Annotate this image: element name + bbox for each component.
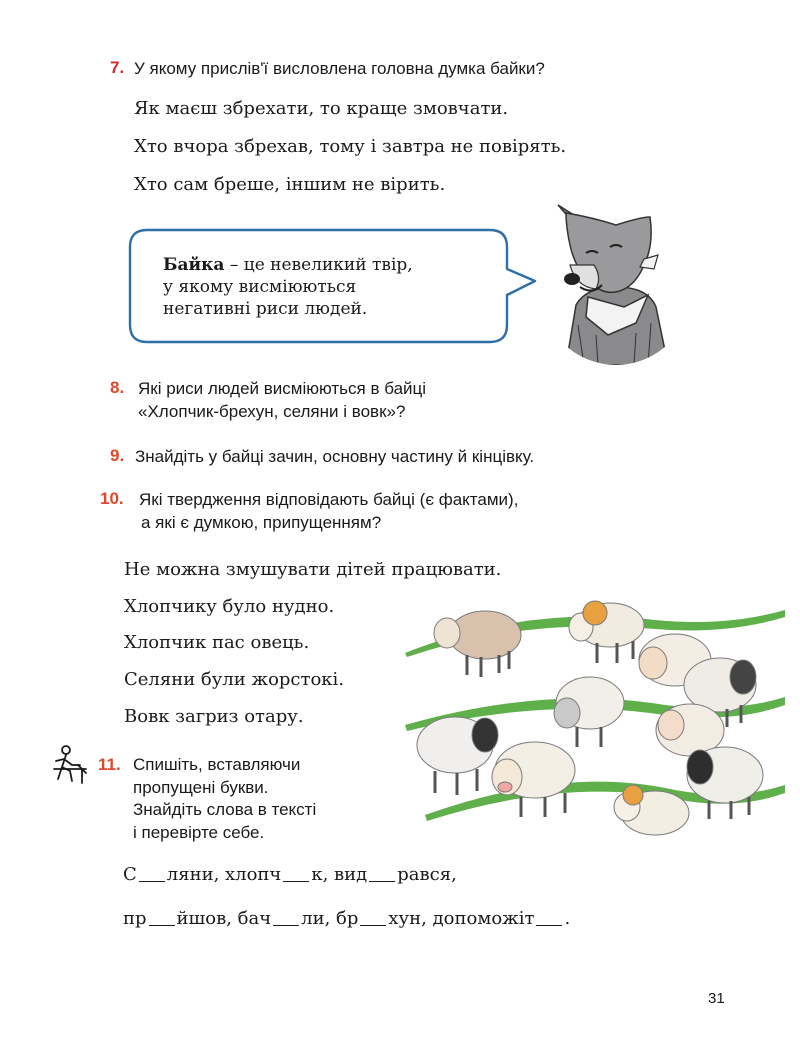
exercise-line-1 <box>123 864 457 885</box>
letter-gap <box>283 865 309 882</box>
exercise-word-part: С <box>123 864 137 885</box>
wolf-illustration <box>536 195 696 365</box>
sheep-illustration <box>405 585 785 850</box>
letter-gap <box>149 909 175 926</box>
question-11-number: 11. <box>98 755 121 774</box>
question-11-line-4: і перевірте себе. <box>133 822 265 842</box>
letter-gap <box>369 865 395 882</box>
letter-gap <box>360 909 386 926</box>
statement-2: Хлопчику було нудно. <box>124 596 335 617</box>
exercise-word-part: хун, допоможіт <box>388 908 535 929</box>
exercise-word-part: ляни, хлопч <box>166 864 282 885</box>
question-9-text: Знайдіть у байці зачин, основну частину й кінцівку. <box>135 447 535 466</box>
page-number: 31 <box>708 990 725 1007</box>
exercise-word-part: йшов, бач <box>176 908 272 929</box>
proverb-option-1: Як маєш збрехати, то краще змовчати. <box>134 98 509 119</box>
question-8-line-2: «Хлопчик-брехун, селяни і вовк»? <box>138 402 406 421</box>
exercise-word-part: . <box>564 908 571 929</box>
question-11-text <box>133 754 316 844</box>
exercise-word-part: к, вид <box>311 864 368 885</box>
definition-term: Байка <box>163 255 225 275</box>
question-8-line-1: Які риси людей висміюються в байці <box>138 379 427 398</box>
exercise-line-2 <box>123 908 570 929</box>
question-11-line-2: пропущені букви. <box>133 777 269 797</box>
statement-3: Хлопчик пас овець. <box>124 632 310 653</box>
letter-gap <box>536 909 562 926</box>
question-7-text: У якому прислів'ї висловлена головна думка байки? <box>134 59 545 78</box>
proverb-option-2: Хто вчора збрехав, тому і завтра не повірять. <box>134 136 567 157</box>
question-7-number: 7. <box>110 58 125 77</box>
statement-5: Вовк загриз отару. <box>124 706 304 727</box>
exercise-word-part: рався, <box>397 864 457 885</box>
question-11-line-1: Спишіть, вставляючи <box>133 755 301 774</box>
question-9-number: 9. <box>110 446 125 465</box>
question-10-number: 10. <box>100 489 124 508</box>
question-11-line-3: Знайдіть слова в тексті <box>133 800 317 819</box>
definition-line-3: негативні риси людей. <box>163 299 368 319</box>
question-8-text <box>138 377 426 423</box>
definition-line-2: у якому висміюються <box>163 277 357 297</box>
exercise-word-part: ли, бр <box>301 908 359 929</box>
statement-4: Селяни були жорстокі. <box>124 669 345 690</box>
question-10-line-2: а які є думкою, припущенням? <box>141 513 382 532</box>
proverb-option-3: Хто сам бреше, іншим не вірить. <box>134 174 446 195</box>
definition-text <box>163 254 413 320</box>
writing-student-icon <box>52 745 96 785</box>
question-10-text <box>139 488 518 534</box>
letter-gap <box>139 865 165 882</box>
question-8-number: 8. <box>110 378 125 397</box>
definition-line-1: – це невеликий твір, <box>224 255 413 275</box>
letter-gap <box>273 909 299 926</box>
statement-1: Не можна змушувати дітей працювати. <box>124 559 502 580</box>
exercise-word-part: пр <box>123 908 147 929</box>
question-10-line-1: Які твердження відповідають байці (є фактами), <box>139 490 519 509</box>
